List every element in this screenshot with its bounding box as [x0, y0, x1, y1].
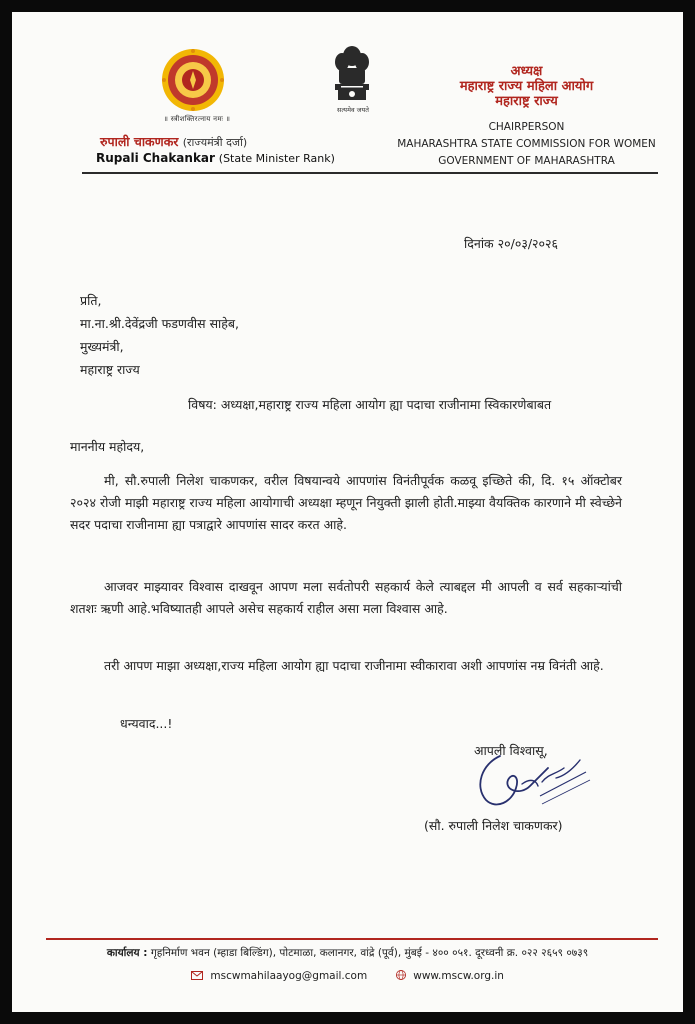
address-text: गृहनिर्माण भवन (म्हाडा बिल्डिंग), पोटमाळा, कलानगर, वांद्रे (पूर्व), मुंबई - ४०० ०५१. दूरध्वनी क्र. ०२२ २६५९ ०७३९	[150, 947, 589, 959]
address-label: कार्यालय :	[106, 947, 148, 959]
salutation: माननीय महोदय,	[70, 439, 145, 454]
office-title-block	[384, 64, 669, 170]
footer-contacts	[12, 970, 683, 982]
body-paragraph-2: आजवर माझ्यावर विश्वास दाखवून आपण मला सर्वतोपरी सहकार्य केले त्याबद्दल मी आपली व सर्व सहकाऱ्यांची शतशः ऋणी आहे.भविष्यातही आपले असेच सहकार्य राहील असा मला विश्वास आहे.	[70, 579, 622, 616]
title-marathi-3: महाराष्ट्र राज्य	[495, 94, 558, 109]
thanks-line: धन्यवाद...!	[120, 716, 173, 731]
footer-address	[12, 946, 683, 960]
chairperson-name-marathi: रुपाली चाकणकर (राज्यमंत्री दर्जा)	[100, 134, 248, 149]
email-link[interactable]: mscwmahilaayog@gmail.com	[210, 970, 368, 982]
to-label: प्रति,	[80, 293, 102, 308]
header-divider	[82, 172, 658, 174]
national-emblem-icon	[330, 42, 374, 104]
title-english-1: CHAIRPERSON	[488, 121, 565, 133]
chairperson-name-english: Rupali Chakankar (State Minister Rank)	[96, 151, 335, 165]
title-marathi-2: महाराष्ट्र राज्य महिला आयोग	[459, 79, 594, 94]
rank-marathi: (राज्यमंत्री दर्जा)	[182, 136, 248, 149]
closing-line: आपली विश्वासू,	[474, 743, 548, 758]
globe-icon	[396, 970, 406, 980]
addressee-line-2: मुख्यमंत्री,	[80, 339, 124, 354]
emblem-motto: सत्यमेव जयते	[337, 106, 369, 114]
handwritten-signature	[468, 738, 598, 818]
signatory-name: (सौ. रुपाली निलेश चाकणकर)	[424, 818, 563, 833]
subject-line: विषय: अध्यक्षा,महाराष्ट्र राज्य महिला आयोग ह्या पदाचा राजीनामा स्विकारणेबाबत	[188, 397, 552, 412]
letter-date: दिनांक २०/०३/२०२६	[464, 236, 559, 251]
left-motto: ॥ स्त्रीशक्तिरत्नाय नमः ॥	[163, 115, 231, 123]
addressee-line-1: मा.ना.श्री.देवेंद्रजी फडणवीस साहेब,	[80, 316, 240, 331]
addressee-line-3: महाराष्ट्र राज्य	[80, 362, 140, 377]
body-paragraph-1: मी, सौ.रुपाली निलेश चाकणकर, वरील विषयान्वये आपणांस विनंतीपूर्वक कळवू इच्छिते की, दि. १५ ऑक्टोबर २०२४ रोजी माझी महाराष्ट्र राज्य महिला आयोगाची अध्यक्षा म्हणून नियुक्ती झाली होती.माझ्या वैयक्तिक कारणाने मी स्वेच्छेने सदर पदाचा राजीनामा ह्या पत्राद्वारे आपणांस सादर करत आहे.	[70, 473, 622, 532]
title-marathi-1: अध्यक्ष	[510, 64, 543, 79]
title-english-2: MAHARASHTRA STATE COMMISSION FOR WOMEN	[397, 138, 656, 150]
rank-english: (State Minister Rank)	[218, 152, 335, 165]
footer-divider	[46, 938, 658, 940]
website-link[interactable]: www.mscw.org.in	[413, 970, 504, 982]
title-english-3: GOVERNMENT OF MAHARASHTRA	[438, 155, 615, 167]
letter-page	[12, 12, 683, 1012]
email-icon	[191, 971, 203, 980]
commission-logo	[160, 47, 226, 113]
body-paragraph-3: तरी आपण माझा अध्यक्षा,राज्य महिला आयोग ह्या पदाचा राजीनामा स्वीकारावा अशी आपणांस नम्र विनंती आहे.	[104, 658, 604, 673]
